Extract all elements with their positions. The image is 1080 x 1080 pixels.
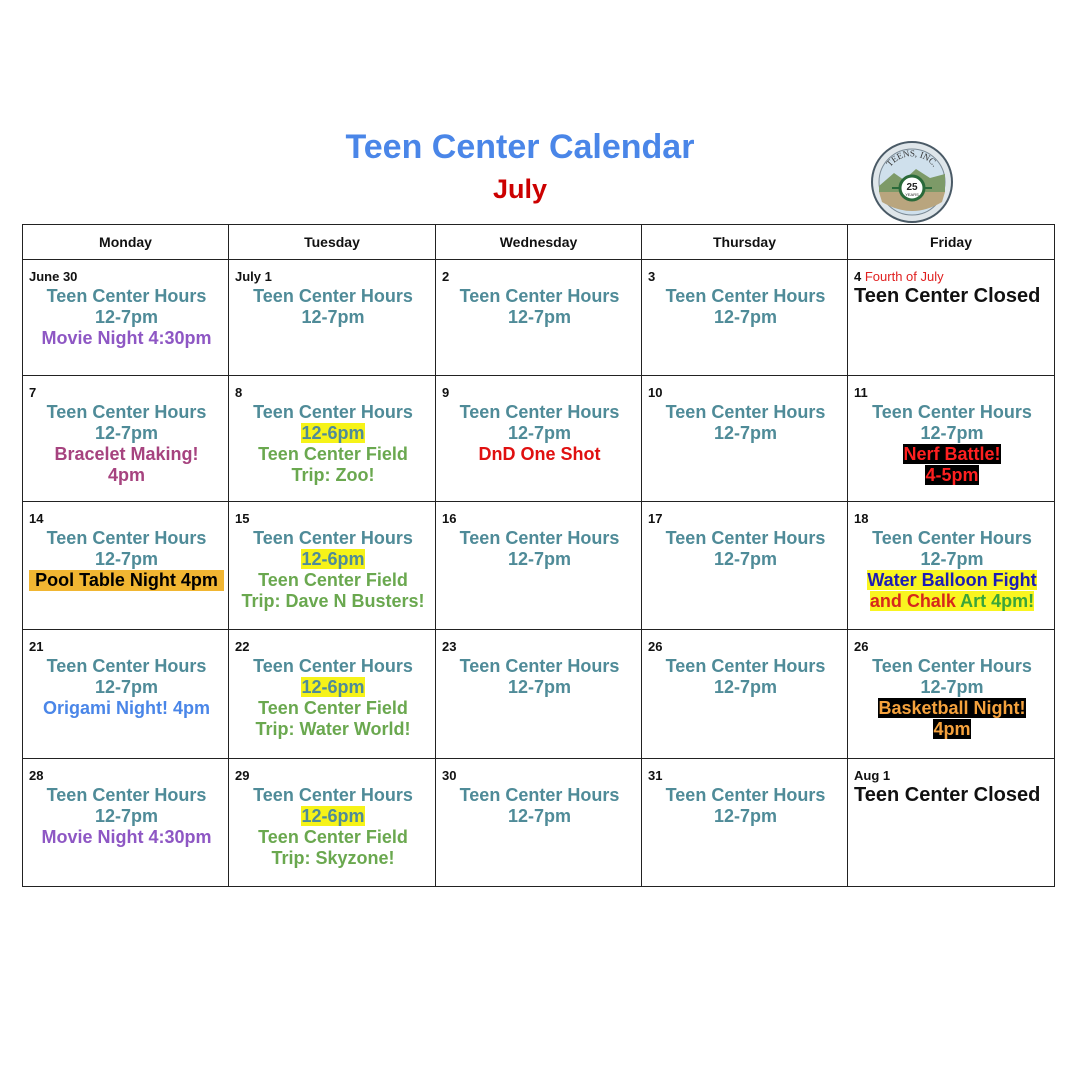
logo-number: 25	[906, 182, 918, 193]
event-text: 12-7pm	[713, 806, 778, 826]
event-line	[854, 528, 1050, 549]
event-text: 4pm	[107, 465, 145, 485]
event-line	[235, 656, 431, 677]
calendar-day-cell	[642, 630, 848, 759]
day-number	[29, 638, 224, 656]
event-text: Teen Center Hours	[459, 785, 620, 805]
event-text: 12-7pm	[301, 307, 365, 327]
event-text: 12-7pm	[507, 549, 572, 569]
calendar-day-cell	[848, 376, 1055, 502]
day-number	[29, 510, 224, 528]
day-number	[648, 638, 843, 656]
event-line	[648, 402, 843, 423]
calendar-day-cell	[23, 759, 229, 887]
event-text: Teen Center Hours	[872, 656, 1032, 676]
page-title: Teen Center Calendar	[345, 128, 695, 166]
weekday-header-row	[23, 225, 1055, 260]
calendar-day-cell	[229, 260, 436, 376]
calendar-day-cell	[848, 502, 1055, 630]
day-date: 21	[29, 639, 44, 654]
event-text: 12-7pm	[507, 806, 572, 826]
day-number	[854, 384, 1050, 402]
event-line	[442, 402, 637, 423]
event-line	[442, 423, 637, 444]
day-number	[648, 268, 843, 286]
day-date: 8	[235, 385, 243, 400]
day-number	[235, 510, 431, 528]
event-line	[442, 549, 637, 570]
event-text: Pool Table Night 4pm	[29, 570, 224, 591]
event-text: 12-7pm	[713, 307, 778, 327]
day-number	[442, 384, 637, 402]
event-line	[235, 465, 431, 486]
event-text: 12-7pm	[920, 549, 984, 569]
day-date: Aug 1	[854, 768, 891, 783]
event-text: Movie Night 4:30pm	[41, 328, 212, 348]
calendar-day-cell	[848, 260, 1055, 376]
event-line	[442, 286, 637, 307]
calendar-day-cell	[23, 630, 229, 759]
event-line	[648, 423, 843, 444]
event-line	[854, 402, 1050, 423]
event-line	[29, 465, 224, 486]
day-number	[648, 510, 843, 528]
event-line	[648, 307, 843, 328]
day-date: 26	[854, 639, 869, 654]
day-date: 15	[235, 511, 250, 526]
calendar-day-cell	[436, 630, 642, 759]
event-line	[442, 656, 637, 677]
event-line	[235, 719, 431, 740]
event-line	[442, 307, 637, 328]
event-line	[29, 402, 224, 423]
event-text: Teen Center Hours	[46, 402, 207, 422]
calendar-week-row	[23, 376, 1055, 502]
event-line	[235, 423, 431, 444]
event-text: Teen Center Hours	[665, 528, 826, 548]
day-date: 22	[235, 639, 250, 654]
event-line	[235, 570, 431, 591]
teens-inc-logo	[870, 140, 954, 224]
day-date: June 30	[29, 269, 78, 284]
calendar-day-cell	[23, 260, 229, 376]
calendar-day-cell	[436, 502, 642, 630]
day-date: 28	[29, 768, 44, 783]
event-text: Water Balloon Fight	[867, 570, 1037, 590]
event-text: Teen Center Hours	[46, 656, 207, 676]
event-line	[235, 444, 431, 465]
event-line	[854, 444, 1050, 465]
event-text: 12-7pm	[94, 549, 159, 569]
day-number	[648, 767, 843, 785]
event-line	[442, 677, 637, 698]
event-text: 12-7pm	[507, 423, 572, 443]
calendar-day-cell	[23, 376, 229, 502]
weekday-header: Thursday	[642, 225, 848, 260]
day-number	[854, 767, 1050, 785]
event-text: Teen Center Hours	[665, 286, 826, 306]
event-line	[29, 827, 224, 848]
day-date: 14	[29, 511, 44, 526]
weekday-header: Monday	[23, 225, 229, 260]
event-line	[854, 719, 1050, 740]
event-text: Teen Center Hours	[665, 785, 826, 805]
event-text: Teen Center Hours	[253, 286, 413, 306]
event-line	[29, 423, 224, 444]
event-text: 12-6pm	[301, 806, 365, 826]
day-date: 31	[648, 768, 663, 783]
event-line	[235, 286, 431, 307]
month-title: July	[492, 174, 548, 204]
event-text: 4-5pm	[925, 465, 979, 485]
event-line	[442, 528, 637, 549]
event-text: 12-6pm	[301, 677, 365, 697]
event-line	[648, 549, 843, 570]
event-text: Teen Center Field	[258, 698, 408, 718]
event-line	[235, 402, 431, 423]
event-line	[29, 328, 224, 349]
calendar-day-cell	[642, 376, 848, 502]
event-text: Trip: Dave N Busters!	[241, 591, 425, 611]
event-text: DnD One Shot	[478, 444, 601, 464]
event-text: 12-7pm	[94, 677, 159, 697]
event-text: 12-7pm	[507, 677, 572, 697]
calendar-week-row	[23, 260, 1055, 376]
event-text: 12-7pm	[920, 423, 984, 443]
day-number	[235, 767, 431, 785]
calendar-week-row	[23, 502, 1055, 630]
event-text: 12-7pm	[94, 307, 159, 327]
event-text: 12-7pm	[507, 307, 572, 327]
event-text: Movie Night 4:30pm	[41, 827, 212, 847]
calendar-day-cell	[642, 502, 848, 630]
event-text: Teen Center Hours	[459, 656, 620, 676]
calendar-day-cell	[436, 260, 642, 376]
logo-sub: YEARS	[905, 192, 919, 197]
calendar-day-cell	[229, 630, 436, 759]
event-line	[442, 444, 637, 465]
event-text: Teen Center Hours	[253, 528, 413, 548]
calendar-grid	[22, 224, 1055, 887]
event-line	[648, 677, 843, 698]
event-text: 12-7pm	[94, 423, 159, 443]
event-line	[854, 570, 1050, 591]
event-text: Teen Center Hours	[872, 528, 1032, 548]
calendar-day-cell	[229, 376, 436, 502]
day-number	[29, 384, 224, 402]
event-text: Art 4pm!	[960, 591, 1035, 611]
event-line	[235, 698, 431, 719]
day-number	[235, 384, 431, 402]
event-line	[235, 528, 431, 549]
calendar-day-cell	[436, 759, 642, 887]
day-date: 26	[648, 639, 663, 654]
event-line	[442, 785, 637, 806]
day-number	[235, 268, 431, 286]
event-line	[235, 785, 431, 806]
day-date: 23	[442, 639, 457, 654]
weekday-header: Friday	[848, 225, 1055, 260]
day-number	[442, 638, 637, 656]
event-line	[29, 307, 224, 328]
event-text: Origami Night! 4pm	[42, 698, 210, 718]
event-text: Teen Center Hours	[459, 286, 620, 306]
day-date: 30	[442, 768, 457, 783]
event-text: Teen Center Field	[258, 827, 408, 847]
event-line	[235, 827, 431, 848]
event-line	[29, 549, 224, 570]
event-text: 12-6pm	[301, 423, 365, 443]
day-date: 2	[442, 269, 450, 284]
event-text: Teen Center Hours	[872, 402, 1032, 422]
event-line	[29, 528, 224, 549]
event-text: Trip: Water World!	[255, 719, 411, 739]
day-number	[442, 268, 637, 286]
event-text: Trip: Zoo!	[291, 465, 375, 485]
event-text: 4pm	[933, 719, 971, 739]
event-line	[235, 848, 431, 869]
day-date: 18	[854, 511, 869, 526]
calendar-week-row	[23, 759, 1055, 887]
calendar-day-cell	[848, 630, 1055, 759]
event-line	[648, 286, 843, 307]
event-line	[854, 591, 1050, 612]
day-date: 9	[442, 385, 450, 400]
day-number	[29, 767, 224, 785]
calendar-day-cell	[229, 759, 436, 887]
event-text: 12-7pm	[920, 677, 984, 697]
event-text: Basketball Night!	[878, 698, 1026, 718]
day-number	[648, 384, 843, 402]
event-text: Teen Center Hours	[459, 528, 620, 548]
day-number	[854, 510, 1050, 528]
event-text: and Chalk	[869, 591, 961, 611]
holiday-note: Fourth of July	[864, 269, 944, 284]
event-line	[648, 806, 843, 827]
event-text: 12-7pm	[94, 806, 159, 826]
event-line	[854, 465, 1050, 486]
event-text: Nerf Battle!	[903, 444, 1001, 464]
event-line	[235, 591, 431, 612]
calendar-day-cell	[436, 376, 642, 502]
event-line	[854, 549, 1050, 570]
event-text: Teen Center Hours	[459, 402, 620, 422]
day-date: July 1	[235, 269, 272, 284]
event-line	[648, 656, 843, 677]
day-date: 29	[235, 768, 250, 783]
logo-org-name: TEENS, INC.	[884, 148, 941, 169]
calendar-week-row	[23, 630, 1055, 759]
day-date: 11	[854, 385, 868, 400]
event-line	[29, 806, 224, 827]
event-line	[29, 785, 224, 806]
event-line	[648, 528, 843, 549]
weekday-header: Tuesday	[229, 225, 436, 260]
event-line	[235, 806, 431, 827]
event-text: Teen Center Hours	[46, 528, 207, 548]
event-text: Teen Center Field	[258, 444, 408, 464]
event-text: Teen Center Hours	[46, 785, 207, 805]
event-line	[235, 549, 431, 570]
event-text: 12-7pm	[713, 423, 778, 443]
event-line	[648, 785, 843, 806]
event-text: Teen Center Hours	[665, 402, 826, 422]
event-text: Bracelet Making!	[54, 444, 199, 464]
event-line	[29, 677, 224, 698]
event-text: 12-7pm	[713, 549, 778, 569]
event-text: Teen Center Hours	[253, 785, 413, 805]
calendar-day-cell	[23, 502, 229, 630]
event-text: Teen Center Hours	[46, 286, 207, 306]
event-line	[29, 656, 224, 677]
event-line	[854, 656, 1050, 677]
event-line	[442, 806, 637, 827]
calendar-day-cell	[642, 759, 848, 887]
day-number	[442, 767, 637, 785]
event-text: Teen Center Closed	[854, 285, 1041, 307]
weekday-header: Wednesday	[436, 225, 642, 260]
event-line	[854, 677, 1050, 698]
calendar-day-cell	[229, 502, 436, 630]
event-line	[29, 698, 224, 719]
event-line	[854, 785, 1050, 806]
event-line	[854, 286, 1050, 307]
event-line	[235, 677, 431, 698]
event-text: Teen Center Hours	[253, 656, 413, 676]
event-line	[29, 444, 224, 465]
day-number	[29, 268, 224, 286]
event-line	[29, 570, 224, 591]
event-text: Teen Center Hours	[665, 656, 826, 676]
event-text: 12-7pm	[713, 677, 778, 697]
calendar-day-cell	[642, 260, 848, 376]
event-line	[29, 286, 224, 307]
day-number	[854, 268, 1050, 286]
event-text: Trip: Skyzone!	[271, 848, 395, 868]
day-date: 3	[648, 269, 656, 284]
day-date: 7	[29, 385, 37, 400]
day-date: 16	[442, 511, 457, 526]
calendar-day-cell	[848, 759, 1055, 887]
event-line	[854, 423, 1050, 444]
day-date: 17	[648, 511, 663, 526]
event-text: 12-6pm	[301, 549, 365, 569]
event-text: Teen Center Closed	[854, 784, 1041, 806]
day-number	[442, 510, 637, 528]
event-line	[235, 307, 431, 328]
day-date: 10	[648, 385, 663, 400]
event-text: Teen Center Hours	[253, 402, 413, 422]
event-line	[854, 698, 1050, 719]
event-text: Teen Center Field	[258, 570, 408, 590]
day-number	[235, 638, 431, 656]
day-number	[854, 638, 1050, 656]
day-date: 4	[854, 269, 862, 284]
